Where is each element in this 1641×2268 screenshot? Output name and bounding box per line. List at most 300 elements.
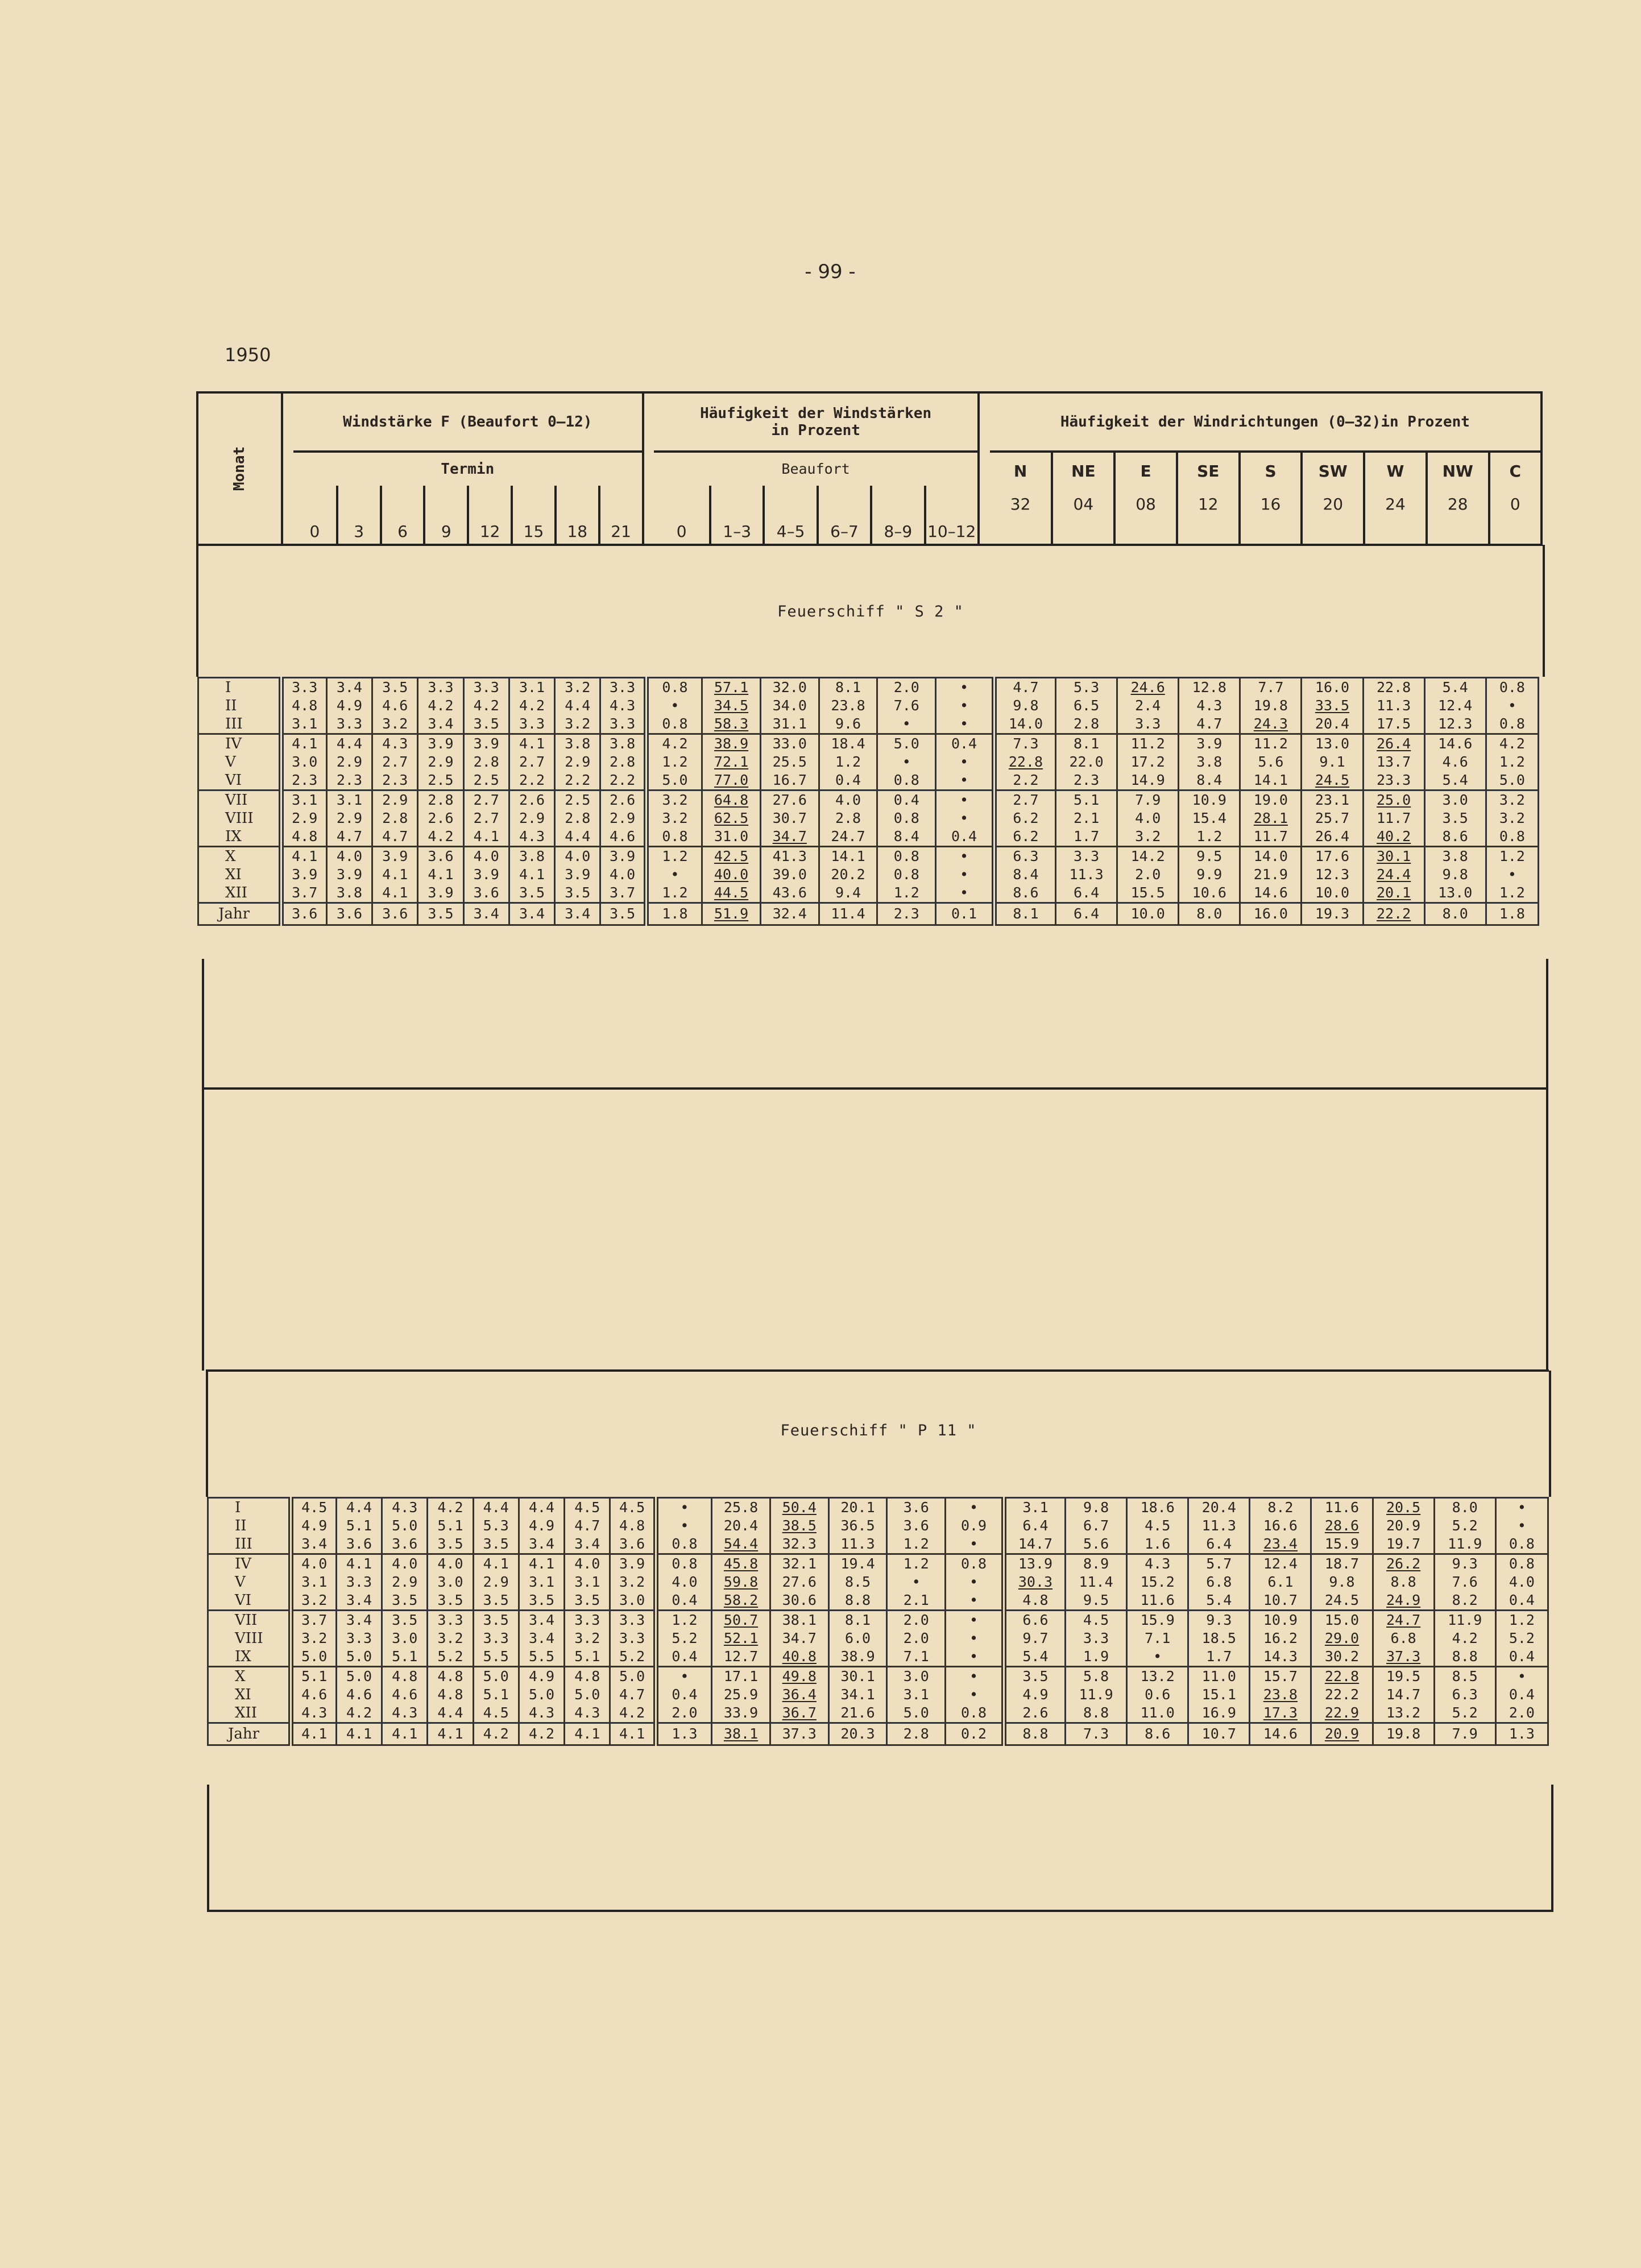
month-labels bbox=[198, 847, 281, 903]
value: 3.3 bbox=[1073, 848, 1100, 864]
value: 2.7 bbox=[382, 754, 408, 770]
year-value: 1.3 bbox=[1495, 1723, 1548, 1745]
value-cell bbox=[1311, 1611, 1373, 1667]
value: 28.6 bbox=[1324, 1517, 1360, 1534]
value: 0.8 bbox=[662, 679, 688, 696]
value-cell bbox=[1127, 1611, 1188, 1667]
year-value: 6.4 bbox=[1056, 903, 1117, 925]
value-cell bbox=[770, 1498, 828, 1554]
value-cell bbox=[712, 1554, 770, 1611]
value: 54.4 bbox=[723, 1536, 759, 1552]
value: 4.7 bbox=[574, 1517, 600, 1534]
value: 2.8 bbox=[382, 810, 408, 826]
value: 3.0 bbox=[903, 1668, 929, 1685]
value: 3.4 bbox=[574, 1536, 600, 1552]
month-label: XII bbox=[235, 1704, 258, 1721]
value-cell bbox=[1434, 1498, 1495, 1554]
value: 0.8 bbox=[1499, 679, 1525, 696]
value: 4.5 bbox=[483, 1704, 509, 1721]
value: 11.9 bbox=[1079, 1686, 1113, 1703]
value: 0.9 bbox=[960, 1517, 987, 1534]
value: 10.9 bbox=[1263, 1612, 1298, 1628]
value: 1.7 bbox=[1073, 828, 1100, 845]
value-cell bbox=[936, 734, 994, 791]
value: 3.3 bbox=[1135, 715, 1161, 732]
value: 30.1 bbox=[840, 1668, 875, 1685]
value: 27.6 bbox=[772, 792, 807, 808]
year-value: 7.9 bbox=[1434, 1723, 1495, 1745]
value: 3.3 bbox=[483, 1630, 509, 1646]
value: 4.1 bbox=[483, 1555, 509, 1572]
value-cell bbox=[600, 734, 646, 791]
value: 0.8 bbox=[893, 772, 919, 788]
month-label: X bbox=[225, 848, 236, 865]
value: 14.0 bbox=[1008, 715, 1043, 732]
value: 4.1 bbox=[382, 884, 408, 901]
value: 20.4 bbox=[1315, 715, 1350, 732]
value-cell bbox=[994, 734, 1055, 791]
value-cell bbox=[656, 1611, 711, 1667]
value: 3.5 bbox=[382, 679, 408, 696]
value: 2.9 bbox=[292, 810, 318, 826]
value: 4.1 bbox=[346, 1555, 372, 1572]
value: 4.1 bbox=[519, 866, 545, 883]
value: 2.5 bbox=[428, 772, 454, 788]
value: 4.2 bbox=[437, 1499, 463, 1516]
value: 0.6 bbox=[1145, 1686, 1171, 1703]
value: • bbox=[969, 1612, 979, 1628]
value: 4.6 bbox=[382, 697, 408, 714]
value: 2.6 bbox=[1022, 1704, 1049, 1721]
value-cell bbox=[1066, 1554, 1127, 1611]
month-label: XI bbox=[225, 866, 242, 883]
value: 38.1 bbox=[782, 1612, 817, 1628]
value-cell bbox=[1302, 791, 1363, 847]
year-value: 20.3 bbox=[828, 1723, 887, 1745]
value: 52.1 bbox=[723, 1630, 759, 1646]
value: 23.8 bbox=[1263, 1686, 1298, 1703]
value: • bbox=[1517, 1668, 1526, 1685]
termin-hour: 9 bbox=[424, 486, 468, 545]
month-label: V bbox=[235, 1574, 246, 1591]
value: 19.8 bbox=[1253, 697, 1288, 714]
value-cell bbox=[372, 734, 418, 791]
value: 3.8 bbox=[336, 884, 363, 901]
value: 8.5 bbox=[1452, 1668, 1478, 1685]
termin-hour: 15 bbox=[512, 486, 556, 545]
value: 4.0 bbox=[437, 1555, 463, 1572]
value: 6.4 bbox=[1206, 1536, 1232, 1552]
value: • bbox=[1153, 1648, 1162, 1665]
value: 8.4 bbox=[1196, 772, 1223, 788]
value-cell bbox=[1188, 1554, 1250, 1611]
value: 12.3 bbox=[1315, 866, 1350, 883]
value: 3.0 bbox=[292, 754, 318, 770]
value: • bbox=[911, 1574, 921, 1590]
value: 5.1 bbox=[392, 1648, 418, 1665]
value: 4.3 bbox=[528, 1704, 555, 1721]
value-cell bbox=[1117, 791, 1179, 847]
value: 8.0 bbox=[1452, 1499, 1478, 1516]
value-cell bbox=[1240, 734, 1302, 791]
month-labels bbox=[208, 1667, 291, 1723]
value: 25.5 bbox=[772, 754, 807, 770]
value-cell bbox=[1495, 1554, 1548, 1611]
value: 11.3 bbox=[1069, 866, 1104, 883]
value: 11.2 bbox=[1130, 735, 1165, 752]
value: 3.3 bbox=[292, 679, 318, 696]
value: 34.7 bbox=[772, 828, 807, 845]
month-label: V bbox=[225, 754, 236, 771]
value-cell bbox=[712, 1667, 770, 1723]
value: 3.6 bbox=[903, 1499, 929, 1516]
value-cell bbox=[565, 1498, 610, 1554]
value: 3.3 bbox=[437, 1612, 463, 1628]
value: 4.5 bbox=[1083, 1612, 1109, 1628]
value: 3.9 bbox=[428, 884, 454, 901]
month-label: II bbox=[225, 697, 237, 714]
value: 3.9 bbox=[428, 735, 454, 752]
value: 5.1 bbox=[483, 1686, 509, 1703]
value: 4.7 bbox=[336, 828, 363, 845]
value: 0.8 bbox=[1509, 1536, 1535, 1552]
value: 3.3 bbox=[619, 1630, 645, 1646]
value-cell bbox=[519, 1611, 564, 1667]
year-value: 10.7 bbox=[1188, 1723, 1250, 1745]
value-cell bbox=[565, 1611, 610, 1667]
value: 4.1 bbox=[519, 735, 545, 752]
value: 4.1 bbox=[292, 848, 318, 864]
value: 4.3 bbox=[1145, 1555, 1171, 1572]
month-labels bbox=[208, 1554, 291, 1611]
termin-hour: 21 bbox=[599, 486, 643, 545]
value: 39.0 bbox=[772, 866, 807, 883]
year-value: 22.2 bbox=[1363, 903, 1424, 925]
value: 20.1 bbox=[840, 1499, 875, 1516]
value: 38.9 bbox=[840, 1648, 875, 1665]
value-cell bbox=[828, 1667, 887, 1723]
month-label: III bbox=[235, 1536, 252, 1553]
value: 2.6 bbox=[428, 810, 454, 826]
value-cell bbox=[1302, 678, 1363, 734]
force-frequency-header: Häufigkeit der Windstärken in Prozent bbox=[654, 392, 979, 452]
termin-hour: 6 bbox=[381, 486, 425, 545]
year-value: 4.1 bbox=[565, 1723, 610, 1745]
value: 3.2 bbox=[301, 1592, 328, 1608]
value: 0.8 bbox=[672, 1536, 698, 1552]
value: 37.3 bbox=[1386, 1648, 1421, 1665]
month-group-row bbox=[208, 1554, 1548, 1611]
month-labels bbox=[198, 734, 281, 791]
value: 4.6 bbox=[301, 1686, 328, 1703]
value: 5.6 bbox=[1083, 1536, 1109, 1552]
value: 2.4 bbox=[1135, 697, 1161, 714]
value: 5.0 bbox=[301, 1648, 328, 1665]
value: • bbox=[969, 1592, 979, 1608]
value: 11.4 bbox=[1079, 1574, 1113, 1590]
value-cell bbox=[428, 1611, 473, 1667]
value: 4.3 bbox=[609, 697, 636, 714]
value: 4.2 bbox=[662, 735, 688, 752]
value: 11.9 bbox=[1448, 1536, 1482, 1552]
value: 26.4 bbox=[1377, 735, 1411, 752]
value: 11.7 bbox=[1253, 828, 1288, 845]
value-cell bbox=[1179, 734, 1240, 791]
value: 17.2 bbox=[1130, 754, 1165, 770]
value-cell bbox=[428, 1554, 473, 1611]
value-cell bbox=[702, 791, 761, 847]
month-label: XII bbox=[225, 884, 248, 901]
value: 3.4 bbox=[528, 1536, 555, 1552]
value-cell bbox=[519, 1554, 564, 1611]
value: 64.8 bbox=[714, 792, 749, 808]
value: 5.0 bbox=[528, 1686, 555, 1703]
value: 1.2 bbox=[903, 1536, 929, 1552]
value-cell bbox=[819, 734, 877, 791]
value: 3.6 bbox=[428, 848, 454, 864]
value-cell bbox=[877, 678, 936, 734]
value: 3.0 bbox=[392, 1630, 418, 1646]
section-title: Feuerschiff " S 2 " bbox=[777, 603, 964, 620]
value: 0.8 bbox=[662, 715, 688, 732]
value: 3.6 bbox=[392, 1536, 418, 1552]
value: 9.3 bbox=[1452, 1555, 1478, 1572]
value-cell bbox=[382, 1667, 428, 1723]
month-labels bbox=[208, 1498, 291, 1554]
value-cell bbox=[1424, 791, 1486, 847]
value: 0.4 bbox=[951, 735, 977, 752]
value: 7.1 bbox=[1145, 1630, 1171, 1646]
value-cell bbox=[326, 847, 372, 903]
value: 5.1 bbox=[437, 1517, 463, 1534]
value: 2.2 bbox=[519, 772, 545, 788]
value: 3.0 bbox=[619, 1592, 645, 1608]
value-cell bbox=[610, 1498, 656, 1554]
value: 8.4 bbox=[893, 828, 919, 845]
value: 58.3 bbox=[714, 715, 749, 732]
value: 4.7 bbox=[619, 1686, 645, 1703]
value: 19.7 bbox=[1386, 1536, 1421, 1552]
value: 7.6 bbox=[1452, 1574, 1478, 1590]
value: 38.9 bbox=[714, 735, 749, 752]
value: 15.1 bbox=[1201, 1686, 1236, 1703]
value-cell bbox=[418, 791, 463, 847]
value: 4.0 bbox=[1135, 810, 1161, 826]
value: 24.9 bbox=[1386, 1592, 1421, 1608]
value-cell bbox=[1363, 678, 1424, 734]
value: 9.5 bbox=[1083, 1592, 1109, 1608]
value-cell bbox=[887, 1611, 946, 1667]
value: 0.8 bbox=[960, 1555, 987, 1572]
year-value: 8.1 bbox=[994, 903, 1055, 925]
value: 1.7 bbox=[1206, 1648, 1232, 1665]
value: 4.1 bbox=[292, 735, 318, 752]
value-cell bbox=[877, 847, 936, 903]
value-cell bbox=[1004, 1667, 1065, 1723]
data-table-p11 bbox=[207, 1497, 1549, 1746]
month-label: II bbox=[235, 1517, 247, 1534]
termin-hour: 12 bbox=[468, 486, 512, 545]
value: 0.4 bbox=[672, 1592, 698, 1608]
value-cell bbox=[1004, 1498, 1065, 1554]
value: 4.5 bbox=[619, 1499, 645, 1516]
value: 1.2 bbox=[1196, 828, 1223, 845]
beaufort-class: 10–12 bbox=[925, 486, 979, 545]
value: 2.5 bbox=[473, 772, 499, 788]
value: 3.4 bbox=[428, 715, 454, 732]
value-cell bbox=[1373, 1554, 1434, 1611]
value: 45.8 bbox=[723, 1555, 759, 1572]
value-cell bbox=[1004, 1611, 1065, 1667]
value: 19.5 bbox=[1386, 1668, 1421, 1685]
value: 49.8 bbox=[782, 1668, 817, 1685]
value-cell bbox=[1434, 1667, 1495, 1723]
value: • bbox=[960, 884, 969, 901]
value: 2.9 bbox=[392, 1574, 418, 1590]
value: 7.6 bbox=[893, 697, 919, 714]
month-label: VIII bbox=[235, 1630, 263, 1647]
value: 5.2 bbox=[1452, 1704, 1478, 1721]
value-cell bbox=[646, 847, 702, 903]
value: 20.9 bbox=[1386, 1517, 1421, 1534]
value-cell bbox=[1495, 1498, 1548, 1554]
value-cell bbox=[646, 791, 702, 847]
value: 5.2 bbox=[1452, 1517, 1478, 1534]
value-cell bbox=[418, 847, 463, 903]
value: 2.6 bbox=[519, 792, 545, 808]
value: 3.2 bbox=[565, 679, 591, 696]
value: 2.3 bbox=[292, 772, 318, 788]
year-value: 0.2 bbox=[946, 1723, 1004, 1745]
value: 4.8 bbox=[619, 1517, 645, 1534]
month-label: IX bbox=[235, 1648, 251, 1665]
value: 15.9 bbox=[1324, 1536, 1360, 1552]
value: 6.4 bbox=[1022, 1517, 1049, 1534]
year-value: 7.3 bbox=[1066, 1723, 1127, 1745]
value: 0.4 bbox=[893, 792, 919, 808]
value: 2.8 bbox=[1073, 715, 1100, 732]
value: 9.1 bbox=[1319, 754, 1345, 770]
month-label: XI bbox=[235, 1686, 251, 1703]
value: 2.1 bbox=[1073, 810, 1100, 826]
month-label: VII bbox=[235, 1612, 258, 1629]
value: 3.2 bbox=[662, 810, 688, 826]
value: 3.3 bbox=[428, 679, 454, 696]
value: 23.4 bbox=[1263, 1536, 1298, 1552]
value: 4.1 bbox=[382, 866, 408, 883]
value: 8.9 bbox=[1083, 1555, 1109, 1572]
value: 3.9 bbox=[292, 866, 318, 883]
value: 2.1 bbox=[903, 1592, 929, 1608]
value: 24.7 bbox=[831, 828, 865, 845]
value: 4.6 bbox=[609, 828, 636, 845]
value-cell bbox=[428, 1667, 473, 1723]
value: 11.0 bbox=[1140, 1704, 1175, 1721]
value: 2.9 bbox=[336, 810, 363, 826]
value-cell bbox=[565, 1667, 610, 1723]
value: 14.1 bbox=[1253, 772, 1288, 788]
value-cell bbox=[994, 847, 1055, 903]
value: 23.8 bbox=[831, 697, 865, 714]
value: 17.6 bbox=[1315, 848, 1350, 864]
value: 8.8 bbox=[1452, 1648, 1478, 1665]
beaufort-class: 1–3 bbox=[710, 486, 764, 545]
value: 2.9 bbox=[565, 754, 591, 770]
value: 9.8 bbox=[1083, 1499, 1109, 1516]
value-cell bbox=[1250, 1554, 1311, 1611]
termin-hour: 0 bbox=[293, 486, 337, 545]
value: 12.3 bbox=[1438, 715, 1473, 732]
value: 4.5 bbox=[1145, 1517, 1171, 1534]
value-cell bbox=[463, 847, 509, 903]
value: 4.2 bbox=[428, 828, 454, 845]
value: 1.6 bbox=[1145, 1536, 1171, 1552]
value: 4.4 bbox=[336, 735, 363, 752]
value-cell bbox=[760, 847, 819, 903]
value: 1.9 bbox=[1083, 1648, 1109, 1665]
month-group-row bbox=[208, 1667, 1548, 1723]
value: 3.0 bbox=[1442, 792, 1468, 808]
value: 40.2 bbox=[1377, 828, 1411, 845]
value: • bbox=[960, 772, 969, 788]
value: 4.0 bbox=[574, 1555, 600, 1572]
value: 5.0 bbox=[903, 1704, 929, 1721]
value: 5.1 bbox=[1073, 792, 1100, 808]
beaufort-class: 6–7 bbox=[818, 486, 871, 545]
value-cell bbox=[565, 1554, 610, 1611]
empty-panel bbox=[202, 959, 1548, 1371]
value-cell bbox=[382, 1611, 428, 1667]
value: 1.2 bbox=[835, 754, 861, 770]
beaufort-class: 8–9 bbox=[871, 486, 925, 545]
value: 4.9 bbox=[528, 1517, 555, 1534]
value-cell bbox=[1240, 678, 1302, 734]
value-cell bbox=[509, 678, 554, 734]
value: 34.5 bbox=[714, 697, 749, 714]
value: 2.9 bbox=[382, 792, 408, 808]
value: 5.2 bbox=[1509, 1630, 1535, 1646]
value-cell bbox=[760, 791, 819, 847]
value-cell bbox=[519, 1498, 564, 1554]
value: 17.1 bbox=[723, 1668, 759, 1685]
year-value: 3.4 bbox=[555, 903, 600, 925]
value: 3.5 bbox=[392, 1592, 418, 1608]
year-value: 3.6 bbox=[281, 903, 326, 925]
value: 6.5 bbox=[1073, 697, 1100, 714]
value: 15.2 bbox=[1140, 1574, 1175, 1590]
value: 3.6 bbox=[619, 1536, 645, 1552]
value-cell bbox=[1363, 791, 1424, 847]
year-value: 2.8 bbox=[887, 1723, 946, 1745]
value-cell bbox=[1056, 678, 1117, 734]
data-table-s2 bbox=[197, 677, 1539, 926]
value: 57.1 bbox=[714, 679, 749, 696]
value: 17.5 bbox=[1377, 715, 1411, 732]
month-group-row bbox=[198, 678, 1539, 734]
value: 36.7 bbox=[782, 1704, 817, 1721]
value: 10.0 bbox=[1315, 884, 1350, 901]
value: 0.8 bbox=[1499, 715, 1525, 732]
value: 4.2 bbox=[519, 697, 545, 714]
value: 7.1 bbox=[903, 1648, 929, 1665]
value: 20.4 bbox=[723, 1517, 759, 1534]
wind-force-header: Windstärke F (Beaufort 0–12) bbox=[293, 392, 643, 452]
value: 4.2 bbox=[619, 1704, 645, 1721]
value: • bbox=[902, 754, 911, 770]
value: • bbox=[960, 679, 969, 696]
value-cell bbox=[946, 1611, 1004, 1667]
value: 14.1 bbox=[831, 848, 865, 864]
